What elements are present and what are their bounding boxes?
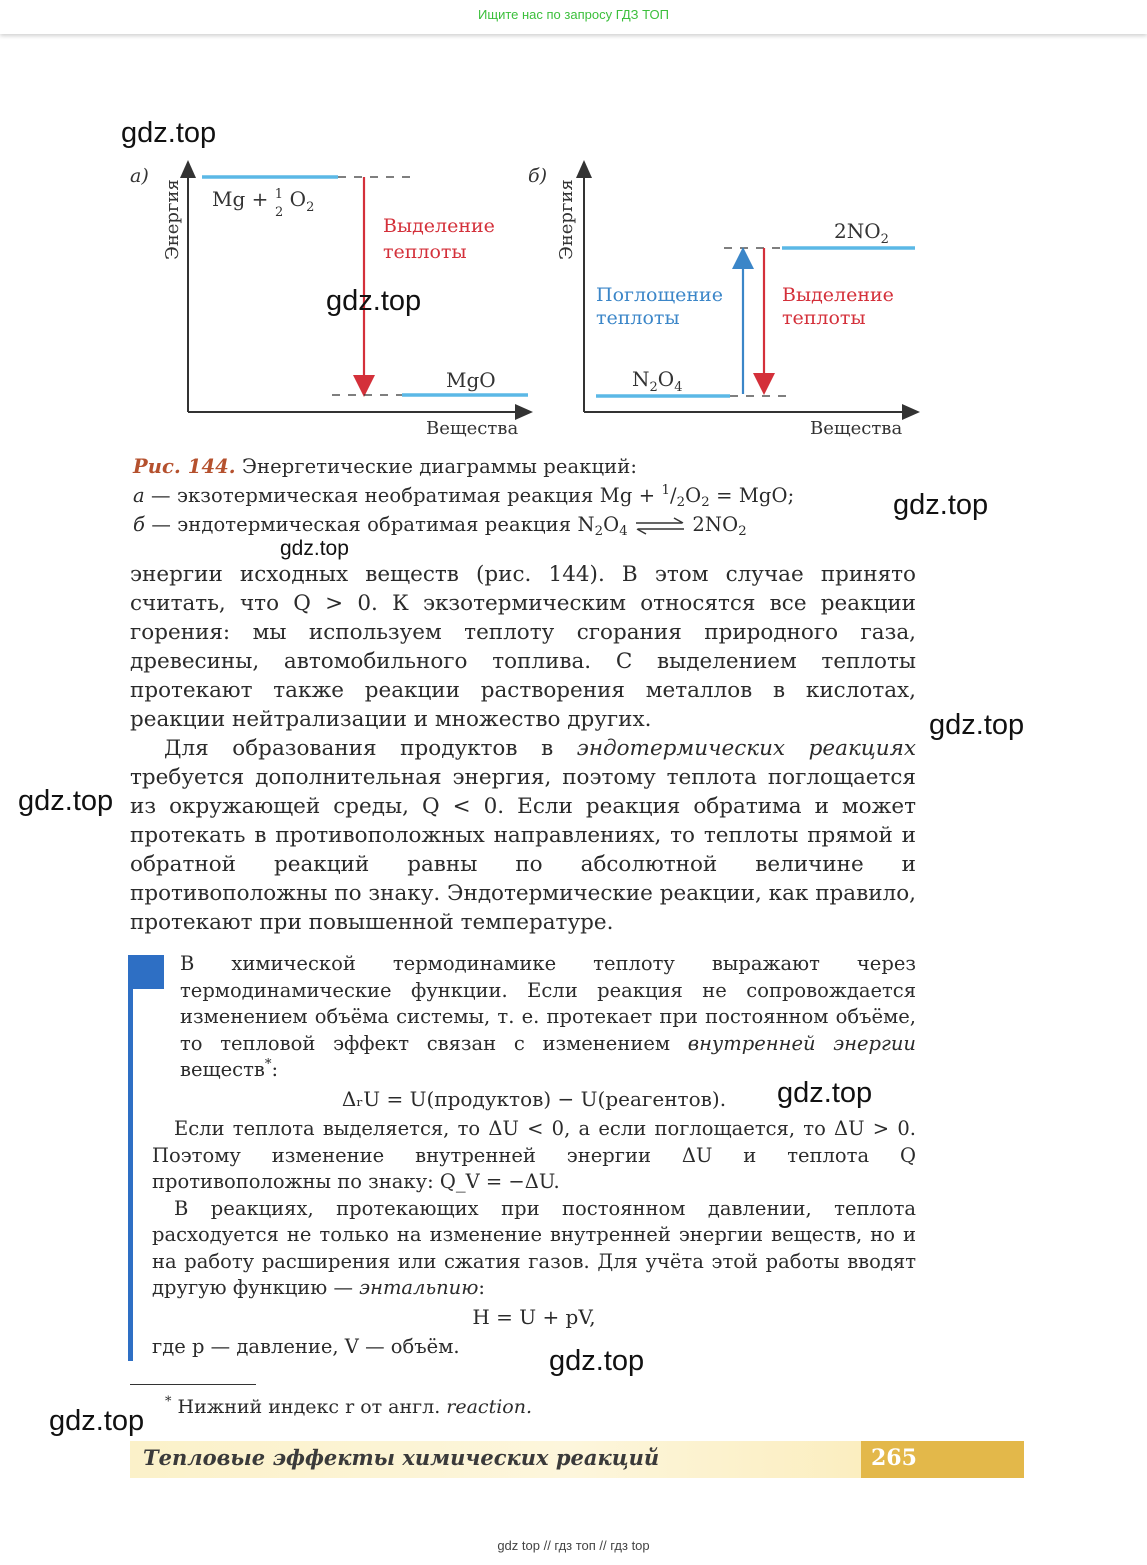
diagram-a-y-label: Энергия: [162, 179, 183, 260]
search-banner: [0, 0, 1147, 34]
diagram-b: [528, 165, 915, 439]
watermark: gdz.top: [777, 1077, 873, 1109]
watermark: gdz.top: [49, 1405, 145, 1437]
enthalpy-formula: H = U + pV,: [472, 1304, 596, 1329]
note-paragraph-1: В химической термодинамике теплоту выражают через термодинамические функции. Если реакция не сопровождается изменением объёма системы, т. е. протекает при постоянном объёме, то тепловой эффект связан с изменением внутренней энергии веществ*:: [180, 952, 916, 1081]
bottom-links[interactable]: gdz top // гдз топ // гдз top: [497, 1538, 650, 1553]
release-label-1: Выделение: [383, 215, 495, 237]
page-number: 265: [871, 1445, 917, 1471]
release-b-label-2: теплоты: [782, 307, 866, 329]
caption-line-b: б — эндотермическая обратимая реакция $N_2O_4$ $2NO_2$: [133, 513, 747, 539]
equilibrium-arrow-icon: [634, 517, 686, 535]
footnote-rule: [130, 1384, 256, 1385]
low-formula: $N_2O_4$: [632, 367, 683, 395]
watermark: gdz.top: [18, 785, 114, 817]
note-paragraph-2: Если теплота выделяется, то ΔU < 0, а если поглощается, то ΔU > 0. Поэтому изменение внутренней энергии ΔU и теплота Q противоположны по знаку: Q_V = −ΔU.: [152, 1117, 916, 1193]
figure-number: Рис. 144.: [133, 455, 236, 478]
diagram-a-label: а): [130, 165, 149, 187]
footer-chapter-title: Тепловые эффекты химических реакций: [143, 1445, 660, 1470]
note-side-bar: [128, 955, 133, 1361]
main-text: [130, 560, 916, 937]
high-formula: $2NO_2$: [834, 219, 889, 247]
product-formula: MgO: [446, 368, 496, 392]
caption-title-line: [133, 452, 933, 481]
diagram-b-x-label: Вещества: [810, 418, 903, 439]
internal-energy-formula: ΔᵣU = U(продуктов) − U(реагентов).: [341, 1086, 727, 1111]
caption-line-a: а — экзотермическая необратимая реакция $Mg + ^1/_2O_2$ = MgO;: [133, 483, 795, 510]
energy-diagrams: [120, 158, 940, 448]
banner-text: Ищите нас по запросу ГДЗ ТОП: [478, 7, 669, 22]
diagram-a-x-label: Вещества: [426, 418, 519, 439]
watermark: gdz.top: [121, 117, 217, 149]
watermark: gdz.top: [893, 489, 989, 521]
note-paragraph-4: где p — давление, V — объём.: [152, 1335, 460, 1358]
diagram-b-label: б): [528, 165, 548, 187]
reactant-formula: Mg + $^1$ 2 $O_2$: [212, 187, 315, 220]
caption-title: Энергетические диаграммы реакций:: [242, 455, 638, 478]
release-b-label-1: Выделение: [782, 284, 894, 306]
paragraph-1: энергии исходных веществ (рис. 144). В этом случае принято считать, что Q > 0. К экзотермическим относятся все реакции горения: мы используем теплоту сгорания природного газа, древесины, автомобильного топлива. С выделением теплоты протекают также реакции растворения металлов в кислотах, реакции нейтрализации и множество других.: [130, 562, 916, 732]
diagram-b-y-label: Энергия: [556, 179, 577, 260]
watermark: gdz.top: [326, 285, 422, 317]
absorb-label-2: теплоты: [596, 307, 680, 329]
page-number-box: [861, 1441, 1024, 1478]
note-paragraph-3: В реакциях, протекающих при постоянном давлении, теплота расходуется не только на изменение внутренней энергии веществ, но и на работу расширения или сжатия газов. Для учёта этой работы вводят другую функцию — энтальпию:: [152, 1196, 916, 1299]
figure-caption: [133, 452, 933, 539]
release-label-2: теплоты: [383, 241, 467, 263]
paragraph-2: Для образования продуктов в эндотермических реакциях требуется дополнительная энергия, поэтому теплота поглощается из окружающей среды, Q < 0. Если реакция обратима и может протекать в противоположных направлениях, то теплоты прямой и обратной реакций равны по абсолютной величине и противоположны по знаку. Эндотермические реакции, как правило, протекают при повышенной температуре.: [130, 736, 916, 935]
watermark: gdz.top: [549, 1345, 645, 1377]
watermark: gdz.top: [929, 709, 1025, 741]
watermark: gdz.top: [280, 537, 349, 560]
footnote: * Нижний индекс r от англ. reaction.: [165, 1394, 533, 1418]
thermodynamics-note: [152, 951, 916, 1361]
absorb-label-1: Поглощение: [596, 284, 723, 306]
